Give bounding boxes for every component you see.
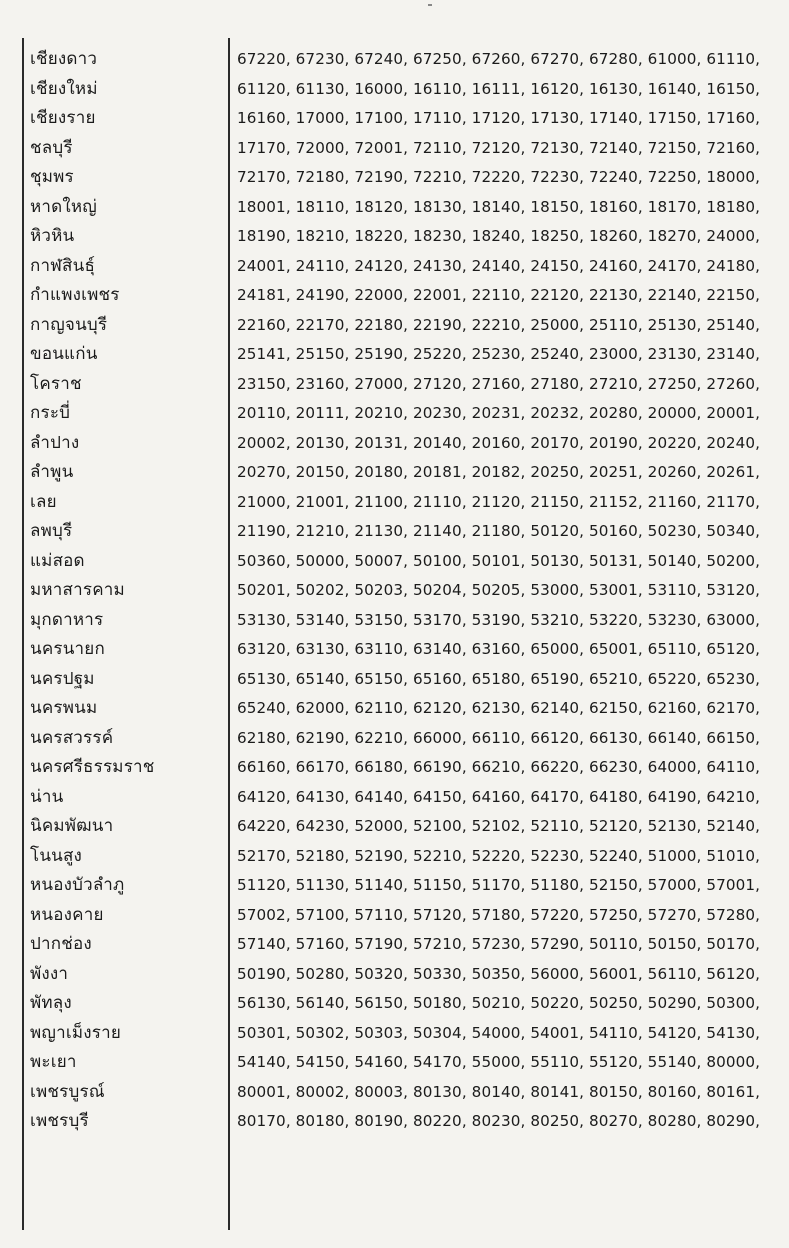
province-name: ลำพูน [30,462,74,482]
province-name: โคราช [30,373,82,394]
postal-code-row: 66160, 66170, 66180, 66190, 66210, 66220, 66230, 64000, 64110, [237,758,761,776]
postal-code-row: 16160, 17000, 17100, 17110, 17120, 17130, 17140, 17150, 17160, [237,109,761,127]
postal-code-row: 53130, 53140, 53150, 53170, 53190, 53210, 53220, 53230, 63000, [237,610,761,629]
postal-code-row: 57002, 57100, 57110, 57120, 57180, 57220, 57250, 57270, 57280, [237,905,761,924]
postal-code-row: 57140, 57160, 57190, 57210, 57230, 57290, 50110, 50150, 50170, [237,935,761,953]
province-name: ปากช่อง [30,934,92,954]
postal-code-row: 20002, 20130, 20131, 20140, 20160, 20170, 20190, 20220, 20240, [237,433,761,452]
postal-code-row: 54140, 54150, 54160, 54170, 55000, 55110, 55120, 55140, 80000, [237,1053,761,1071]
table-column-divider [228,38,230,1230]
postal-code-row: 50301, 50302, 50303, 50304, 54000, 54001, 54110, 54120, 54130, [237,1023,761,1042]
postal-code-row: 18190, 18210, 18220, 18230, 18240, 18250, 18260, 18270, 24000, [237,227,761,245]
province-name: ขอนแก่น [30,344,98,364]
postal-code-row: 80001, 80002, 80003, 80130, 80140, 80141, 80150, 80160, 80161, [237,1082,761,1101]
postal-code-row: 20270, 20150, 20180, 20181, 20182, 20250, 20251, 20260, 20261, [237,463,761,481]
postal-code-row: 24001, 24110, 24120, 24130, 24140, 24150, 24160, 24170, 24180, [237,256,761,275]
postal-code-row: 64220, 64230, 52000, 52100, 52102, 52110, 52120, 52130, 52140, [237,817,761,835]
postal-code-row: 20110, 20111, 20210, 20230, 20231, 20232, 20280, 20000, 20001, [237,404,761,422]
province-name: นครปฐม [30,668,95,689]
province-name: หนองคาย [30,904,104,925]
postal-code-row: 22160, 22170, 22180, 22190, 22210, 25000, 25110, 25130, 25140, [237,315,761,334]
postal-code-row: 65240, 62000, 62110, 62120, 62130, 62140, 62150, 62160, 62170, [237,699,761,717]
postal-code-row: 50201, 50202, 50203, 50204, 50205, 53000, 53001, 53110, 53120, [237,581,761,599]
postal-code-row: 17170, 72000, 72001, 72110, 72120, 72130, 72140, 72150, 72160, [237,138,761,157]
postal-code-row: 64120, 64130, 64140, 64150, 64160, 64170, 64180, 64190, 64210, [237,787,761,806]
province-name: นครสวรรค์ [30,727,114,748]
province-name: เพชรบูรณ์ [30,1081,105,1102]
province-name: พัทลุง [30,993,72,1013]
province-name: นิคมพัฒนา [30,816,114,836]
province-name: พังงา [30,963,69,984]
province-name: เลย [30,491,57,512]
postal-code-row: 50190, 50280, 50320, 50330, 50350, 56000, 56001, 56110, 56120, [237,964,761,983]
province-name: มุกดาหาร [30,609,104,630]
province-name: แม่สอด [30,550,85,571]
postal-code-row: 50360, 50000, 50007, 50100, 50101, 50130, 50131, 50140, 50200, [237,551,761,570]
province-name: เชียงดาว [30,49,98,69]
province-name: ลพบุรี [30,521,73,541]
postal-code-row: 62180, 62190, 62210, 66000, 66110, 66120, 66130, 66140, 66150, [237,728,761,747]
postal-code-column [237,45,777,1137]
postal-code-row: 63120, 63130, 63110, 63140, 63160, 65000, 65001, 65110, 65120, [237,640,761,658]
province-name: หนองบัวลำภู [30,875,125,895]
province-name: นครพนม [30,698,98,718]
postal-code-row: 23150, 23160, 27000, 27120, 27160, 27180, 27210, 27250, 27260, [237,374,761,393]
province-name: ลำปาง [30,432,80,453]
province-name-column [30,45,225,1137]
province-name: กาญจนบุรี [30,314,108,335]
postal-code-row: 80170, 80180, 80190, 80220, 80230, 80250, 80270, 80280, 80290, [237,1112,761,1130]
province-name: มหาสารคาม [30,580,125,600]
postal-code-row: 65130, 65140, 65150, 65160, 65180, 65190, 65210, 65220, 65230, [237,669,761,688]
postal-code-row: 21190, 21210, 21130, 21140, 21180, 50120, 50160, 50230, 50340, [237,522,761,540]
province-name: กาฬสินธุ์ [30,255,96,276]
postal-code-row: 51120, 51130, 51140, 51150, 51170, 51180, 52150, 57000, 57001, [237,876,761,894]
postal-code-row: 18001, 18110, 18120, 18130, 18140, 18150, 18160, 18170, 18180, [237,197,761,216]
province-name: กระบี่ [30,403,71,423]
table-left-border [22,38,24,1230]
postal-code-row: 52170, 52180, 52190, 52210, 52220, 52230, 52240, 51000, 51010, [237,846,761,865]
postal-code-row: 67220, 67230, 67240, 67250, 67260, 67270, 67280, 61000, 61110, [237,50,761,68]
postal-code-row: 56130, 56140, 56150, 50180, 50210, 50220, 50250, 50290, 50300, [237,994,761,1012]
postal-code-row: 61120, 61130, 16000, 16110, 16111, 16120, 16130, 16140, 16150, [237,79,761,98]
province-name: พญาเม็งราย [30,1022,121,1043]
province-name: หิวหิน [30,226,75,246]
province-name: นครนายก [30,639,105,659]
province-name: โนนสูง [30,845,83,866]
province-name: หาดใหญ่ [30,196,97,217]
scan-speck [428,4,432,6]
postal-code-row: 72170, 72180, 72190, 72210, 72220, 72230, 72240, 72250, 18000, [237,168,761,186]
province-name: ชุมพร [30,167,74,187]
postal-code-row: 25141, 25150, 25190, 25220, 25230, 25240, 23000, 23130, 23140, [237,345,761,363]
province-name: เชียงราย [30,108,96,128]
province-name: น่าน [30,786,64,807]
province-name: นครศรีธรรมราช [30,757,155,777]
province-name: พะเยา [30,1052,77,1072]
province-name: เชียงใหม่ [30,78,98,99]
province-name: ชลบุรี [30,137,73,158]
postal-code-row: 21000, 21001, 21100, 21110, 21120, 21150, 21152, 21160, 21170, [237,492,761,511]
province-name: กำแพงเพชร [30,285,120,305]
postal-code-row: 24181, 24190, 22000, 22001, 22110, 22120, 22130, 22140, 22150, [237,286,761,304]
province-name: เพชรบุรี [30,1111,89,1131]
